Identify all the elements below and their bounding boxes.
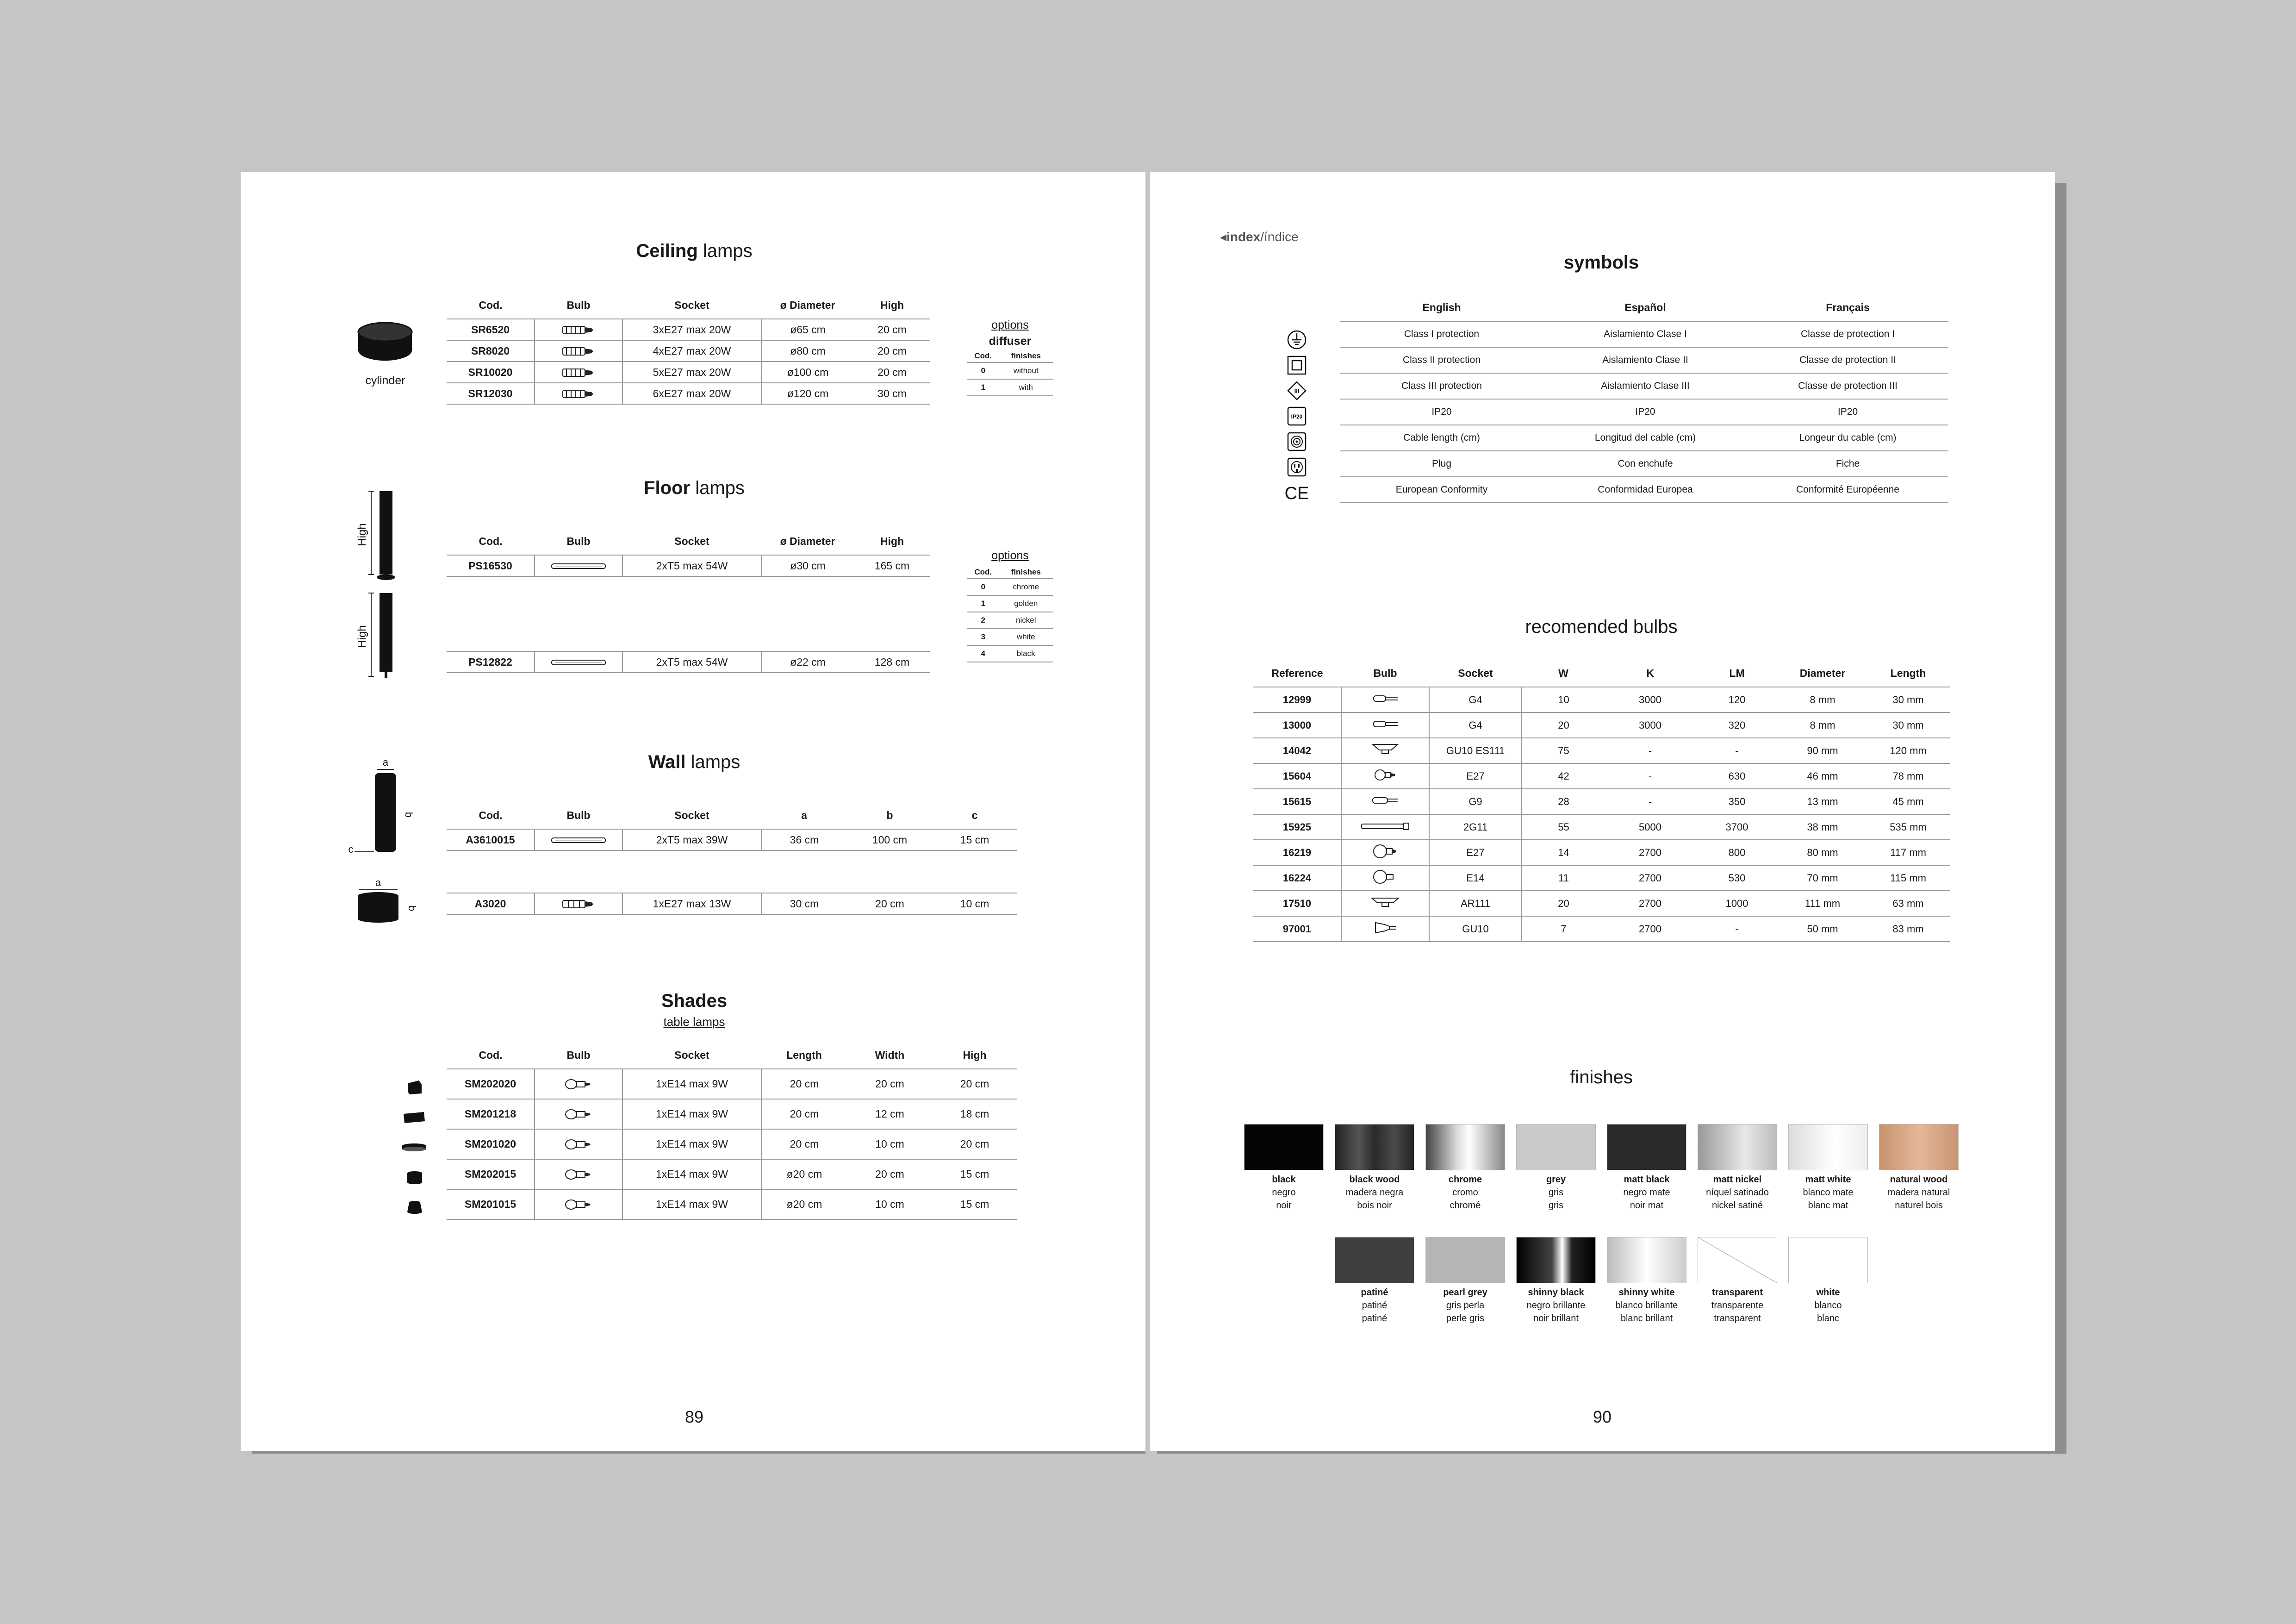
- table-row: SM202015 1xE14 max 9W ø20 cm 20 cm 15 cm: [447, 1159, 1017, 1189]
- double-square-icon: [1287, 355, 1307, 375]
- bulb-e14-icon: [565, 1138, 592, 1150]
- ce-icon: [1285, 482, 1309, 503]
- finish-color-box: [1698, 1237, 1777, 1283]
- options-table: Cod. finishes 0 chrome 1 golden 2 nickel 3 white 4 black: [967, 566, 1053, 662]
- table-row: 12999 G4 10 3000 120 8 mm 30 mm: [1253, 687, 1950, 712]
- finish-swatch: chrome cromo chromé: [1425, 1124, 1505, 1212]
- svg-text:a: a: [382, 756, 389, 768]
- table-row: SM202020 1xE14 max 9W 20 cm 20 cm 20 cm: [447, 1069, 1017, 1099]
- bulb-icon: [1341, 763, 1429, 789]
- svg-text:a: a: [375, 877, 381, 888]
- bulb-t5-icon: [551, 837, 606, 844]
- bulb-icon: [1341, 840, 1429, 865]
- finishes-title: finishes: [1570, 1067, 1633, 1087]
- index-link[interactable]: ◂index/índice: [1220, 230, 1299, 244]
- diamond-iii-icon: [1287, 381, 1307, 401]
- table-row: 4 black: [967, 645, 1053, 662]
- bulb-t5-icon: [551, 659, 606, 666]
- table-row: 1 with: [967, 379, 1053, 396]
- finish-color-box: [1788, 1124, 1868, 1170]
- high-dim-label: High: [356, 523, 368, 546]
- options-link[interactable]: options: [991, 549, 1029, 562]
- finish-swatch: transparent transparente transparent: [1698, 1237, 1777, 1325]
- bulb-e14-icon: [565, 1199, 592, 1211]
- bulb-e14-icon: [565, 1078, 592, 1090]
- bulb-e14-icon: [565, 1108, 592, 1120]
- table-row: 15604 E27 42 - 630 46 mm 78 mm: [1253, 763, 1950, 789]
- bulb-icon: [1341, 916, 1429, 942]
- floor-title: Floor lamps: [644, 478, 745, 498]
- table-row: SR12030 6xE27 max 20W ø120 cm 30 cm: [447, 383, 930, 404]
- table-row: 17510 AR111 20 2700 1000 111 mm 63 mm: [1253, 891, 1950, 916]
- table-row: 15615 G9 28 - 350 13 mm 45 mm: [1253, 789, 1950, 814]
- page-number-left: 89: [684, 1407, 704, 1426]
- finish-color-box: [1425, 1237, 1505, 1283]
- table-row: 13000 G4 20 3000 320 8 mm 30 mm: [1253, 712, 1950, 738]
- shade-cone-icon: [405, 1199, 424, 1216]
- symbols-title: symbols: [1563, 252, 1639, 273]
- bulb-e27-icon: [562, 346, 595, 357]
- svg-text:CE: CE: [1284, 484, 1309, 503]
- table-row: 1 golden: [967, 595, 1053, 612]
- table-row: A3020 1xE27 max 13W 30 cm 20 cm 10 cm: [447, 893, 1017, 914]
- shade-square-icon: [405, 1078, 423, 1096]
- finish-color-box: [1335, 1124, 1414, 1170]
- table-row: 14042 GU10 ES111 75 - - 90 mm 120 mm: [1253, 738, 1950, 763]
- finish-color-box: [1879, 1124, 1959, 1170]
- finish-swatch: matt nickel níquel satinado nickel satiné: [1698, 1124, 1777, 1212]
- table-row: Class II protection Aislamiento Clase II Classe de protection II: [1340, 347, 1948, 373]
- finish-swatch: white blanco blanc: [1788, 1237, 1868, 1325]
- bulb-e14-icon: [565, 1168, 592, 1181]
- finish-swatch: shinny black negro brillante noir brillant: [1516, 1237, 1596, 1325]
- bulb-icon: [1341, 865, 1429, 891]
- options-subtitle: diffuser: [989, 335, 1032, 348]
- finish-swatch: matt black negro mate noir mat: [1607, 1124, 1686, 1212]
- table-row: 16224 E14 11 2700 530 70 mm 115 mm: [1253, 865, 1950, 891]
- svg-text:III: III: [1294, 387, 1300, 394]
- bulb-e27-icon: [562, 388, 595, 400]
- table-row: SR10020 5xE27 max 20W ø100 cm 20 cm: [447, 362, 930, 383]
- finish-color-box: [1516, 1124, 1596, 1170]
- finish-swatch: grey gris gris: [1516, 1124, 1596, 1212]
- finish-color-box: [1516, 1237, 1596, 1283]
- bulb-e27-icon: [562, 325, 595, 336]
- bulb-icon: [1341, 891, 1429, 916]
- options-link[interactable]: options: [991, 319, 1029, 331]
- table-row: 15925 2G11 55 5000 3700 38 mm 535 mm: [1253, 814, 1950, 840]
- cylinder-ceiling-icon: [356, 322, 414, 363]
- bulb-icon: [1341, 814, 1429, 840]
- ip20-icon: [1287, 406, 1307, 426]
- page-number-right: 90: [1593, 1407, 1612, 1426]
- table-row: SM201218 1xE14 max 9W 20 cm 12 cm 18 cm: [447, 1099, 1017, 1129]
- floor-options: [967, 549, 1053, 662]
- shade-rect-icon: [402, 1109, 427, 1125]
- finish-color-box: [1607, 1237, 1686, 1283]
- cylinder-label: cylinder: [365, 374, 405, 387]
- table-row: IP20 IP20 IP20: [1340, 399, 1948, 425]
- floor-lamp-short-icon: [352, 590, 403, 683]
- svg-text:c: c: [348, 843, 354, 855]
- table-row: A3610015 2xT5 max 39W 36 cm 100 cm 15 cm: [447, 829, 1017, 850]
- floor-table: Cod. Bulb Socket ø Diameter High PS16530 2xT5 max 54W ø30 cm 165 cm PS12822 2xT5 max 54W ø22 cm 128 cm: [447, 528, 930, 673]
- wall-table: Cod. Bulb Socket a b c A3610015 2xT5 max 39W 36 cm 100 cm 15 cm A3020 1xE27 max 13W 30 cm 20 cm 10 cm: [447, 802, 1017, 915]
- table-row: PS16530 2xT5 max 54W ø30 cm 165 cm: [447, 555, 930, 576]
- bulbs-table: Reference Bulb Socket W K LM Diameter Length 12999 G4 10 3000 120 8 mm 30 mm 13000 G4 20 3000 320 8 mm 30 mm 14042 GU10 ES111 75 - - 90 mm 120 mm 15604 E27 42 - 630 46 mm 78 mm 15615 G9 28 - 350 13 mm 45 mm 15925 2G11 55 5000 3700 38 mm 535 mm 16219 E27 14 2700 800 80 mm 117 mm 16224 E14 11 2700 530 70 mm 115 mm 17510 AR111 20 2700 1000 111 mm 63 mm 97001 GU10 7 2700 - 50 mm 83 mm: [1253, 660, 1950, 942]
- ceiling-options: [967, 319, 1053, 396]
- finish-color-box: [1788, 1237, 1868, 1283]
- table-row: 97001 GU10 7 2700 - 50 mm 83 mm: [1253, 916, 1950, 942]
- finish-swatch: black wood madera negra bois noir: [1335, 1124, 1414, 1212]
- svg-text:b: b: [403, 812, 415, 818]
- plug-icon: [1287, 457, 1307, 477]
- bulb-e27-icon: [562, 367, 595, 378]
- bulb-e27-icon: [562, 899, 595, 910]
- shades-title: Shades: [661, 991, 728, 1011]
- ceiling-table: Cod. Bulb Socket ø Diameter High SR6520 3xE27 max 20W ø65 cm 20 cm SR8020 4xE27 max 20W ø80 cm 20 cm SR10020 5xE27 max 20W ø100 cm 20 cm SR12030 6xE27 max 20W ø120 cm 30 cm: [447, 292, 930, 405]
- bulbs-title: recomended bulbs: [1525, 617, 1678, 637]
- table-row: European Conformity Conformidad Europea Conformité Européenne: [1340, 477, 1948, 503]
- shades-table: Cod. Bulb Socket Length Width High SM202020 1xE14 max 9W 20 cm 20 cm 20 cm SM201218 1xE14 max 9W 20 cm 12 cm 18 cm SM201020 1xE14 max 9W 20 cm 10 cm 20 cm SM202015 1xE14 max 9W ø20 cm 20 cm 15 cm SM201015 1xE14 max 9W ø20 cm 10 cm 15 cm: [447, 1042, 1017, 1220]
- finish-color-box: [1607, 1124, 1686, 1170]
- table-row: SR6520 3xE27 max 20W ø65 cm 20 cm: [447, 319, 930, 340]
- cable-icon: [1287, 431, 1307, 452]
- table-row: 0 without: [967, 362, 1053, 379]
- table-row: SM201020 1xE14 max 9W 20 cm 10 cm 20 cm: [447, 1129, 1017, 1159]
- table-row: 3 white: [967, 629, 1053, 645]
- finish-color-box: [1698, 1124, 1777, 1170]
- wall-lamp-tall-icon: [342, 755, 415, 861]
- shade-round-icon: [405, 1169, 424, 1186]
- finish-swatch: patiné patiné patiné: [1335, 1237, 1414, 1325]
- bulb-icon: [1341, 738, 1429, 763]
- finish-color-box: [1425, 1124, 1505, 1170]
- symbols-table: English Español Français Class I protection Aislamiento Clase I Classe de protection I Class II protection Aislamiento Clase II Classe de protection II Class III protection Aislamiento Clase III Classe de protection III IP20 IP20 IP20 Cable length (cm) Longitud del cable (cm) Longeur du cable (cm) Plug Con enchufe Fiche European Conformity Conformidad Europea Conformité Européenne: [1340, 294, 1948, 503]
- table-row: PS12822 2xT5 max 54W ø22 cm 128 cm: [447, 651, 930, 673]
- earth-icon: [1287, 330, 1307, 350]
- high-dim-label: High: [356, 625, 368, 648]
- finish-swatch: natural wood madera natural naturel bois: [1879, 1124, 1959, 1212]
- table-row: SM201015 1xE14 max 9W ø20 cm 10 cm 15 cm: [447, 1189, 1017, 1219]
- finish-swatch: pearl grey gris perla perle gris: [1425, 1237, 1505, 1325]
- svg-text:IP20: IP20: [1291, 413, 1303, 420]
- table-row: SR8020 4xE27 max 20W ø80 cm 20 cm: [447, 340, 930, 362]
- wall-lamp-round-icon: [349, 875, 419, 931]
- bulb-icon: [1341, 687, 1429, 712]
- arrow-left-icon: ◂: [1220, 230, 1227, 244]
- floor-lamp-tall-icon: [352, 488, 403, 581]
- finish-swatch: shinny white blanco brillante blanc brillant: [1607, 1237, 1686, 1325]
- table-row: 0 chrome: [967, 579, 1053, 595]
- finish-swatch: matt white blanco mate blanc mat: [1788, 1124, 1868, 1212]
- finish-color-box: [1244, 1124, 1324, 1170]
- table-row: Plug Con enchufe Fiche: [1340, 451, 1948, 477]
- table-row: Class III protection Aislamiento Clase III Classe de protection III: [1340, 373, 1948, 399]
- shades-subtitle: table lamps: [663, 1015, 725, 1029]
- wall-title: Wall lamps: [648, 752, 740, 772]
- shade-flat-icon: [401, 1142, 428, 1154]
- finish-color-box: [1335, 1237, 1414, 1283]
- options-table: Cod. finishes 0 without 1 with: [967, 350, 1053, 396]
- bulb-icon: [1341, 789, 1429, 814]
- table-row: Cable length (cm) Longitud del cable (cm) Longeur du cable (cm): [1340, 425, 1948, 451]
- ceiling-title: Ceiling lamps: [636, 241, 753, 261]
- bulb-icon: [1341, 712, 1429, 738]
- table-row: 2 nickel: [967, 612, 1053, 629]
- table-row: Class I protection Aislamiento Clase I Classe de protection I: [1340, 321, 1948, 347]
- svg-text:b: b: [406, 905, 418, 912]
- table-row: 16219 E27 14 2700 800 80 mm 117 mm: [1253, 840, 1950, 865]
- finish-swatch: black negro noir: [1244, 1124, 1324, 1212]
- bulb-t5-icon: [551, 562, 606, 570]
